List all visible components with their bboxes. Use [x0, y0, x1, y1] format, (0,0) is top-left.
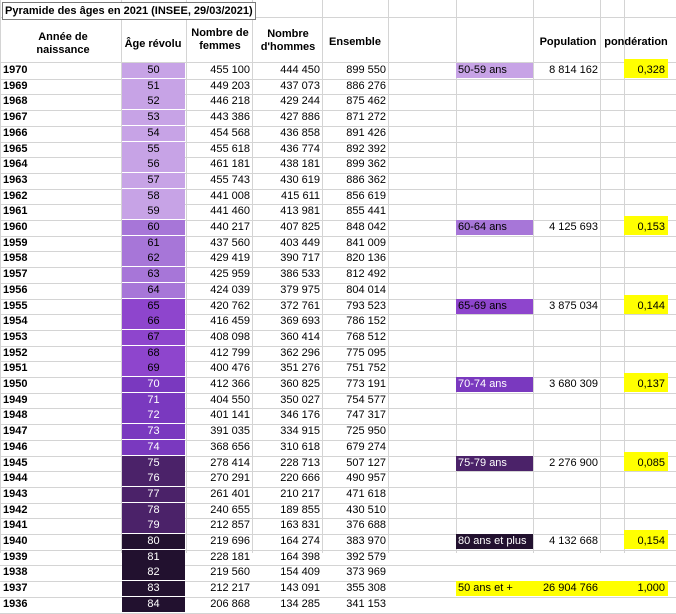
age-cell[interactable]: 65 [122, 299, 185, 314]
hommes-cell[interactable]: 310 618 [280, 441, 320, 453]
hommes-cell[interactable]: 220 666 [280, 472, 320, 484]
table-row [0, 189, 676, 204]
ensemble-cell[interactable]: 355 308 [346, 582, 386, 594]
femmes-cell[interactable]: 425 959 [210, 268, 250, 280]
age-cell[interactable]: 69 [122, 361, 185, 376]
table-row [0, 157, 676, 172]
table-row [0, 346, 676, 361]
hommes-cell[interactable]: 403 449 [280, 237, 320, 249]
ensemble-cell[interactable]: 804 014 [346, 284, 386, 296]
table-row [0, 565, 676, 580]
age-cell[interactable]: 68 [122, 346, 185, 361]
age-group-label[interactable]: 75-79 ans [456, 456, 533, 471]
femmes-cell[interactable]: 443 386 [210, 111, 250, 123]
femmes-cell[interactable]: 416 459 [210, 315, 250, 327]
ensemble-cell[interactable]: 775 095 [346, 347, 386, 359]
ensemble-cell[interactable]: 848 042 [346, 221, 386, 233]
age-cell[interactable]: 64 [122, 283, 185, 298]
year-cell[interactable]: 1946 [3, 441, 28, 453]
year-cell[interactable]: 1960 [3, 221, 28, 233]
ensemble-cell[interactable]: 768 512 [346, 331, 386, 343]
hommes-cell[interactable]: 369 693 [280, 315, 320, 327]
ensemble-cell[interactable]: 392 579 [346, 551, 386, 563]
hommes-cell[interactable]: 436 858 [280, 127, 320, 139]
table-row [0, 550, 676, 565]
ensemble-cell[interactable]: 341 153 [346, 598, 386, 610]
hommes-cell[interactable]: 379 975 [280, 284, 320, 296]
ponderation-cell[interactable]: 0,144 [624, 295, 668, 314]
year-cell[interactable]: 1965 [3, 143, 28, 155]
femmes-cell[interactable]: 429 419 [210, 252, 250, 264]
hommes-cell[interactable]: 143 091 [280, 582, 320, 594]
year-cell[interactable]: 1937 [3, 582, 28, 594]
population-cell[interactable]: 8 814 162 [549, 64, 598, 76]
year-cell[interactable]: 1949 [3, 394, 28, 406]
year-cell[interactable]: 1964 [3, 158, 28, 170]
header-nombre-hommes[interactable]: Nombre d'hommes [260, 28, 316, 53]
table-row [0, 440, 676, 455]
year-cell[interactable]: 1954 [3, 315, 28, 327]
year-cell[interactable]: 1948 [3, 409, 28, 421]
age-cell[interactable]: 72 [122, 408, 185, 423]
age-cell[interactable]: 54 [122, 126, 185, 141]
year-cell[interactable]: 1956 [3, 284, 28, 296]
femmes-cell[interactable]: 401 141 [210, 409, 250, 421]
hommes-cell[interactable]: 415 611 [281, 190, 320, 202]
table-row [0, 471, 676, 486]
age-group-label[interactable]: 50 ans et + [456, 581, 533, 596]
femmes-cell[interactable]: 412 799 [210, 347, 250, 359]
table-row [0, 314, 676, 329]
hommes-cell[interactable]: 360 414 [280, 331, 320, 343]
age-cell[interactable]: 80 [122, 534, 185, 549]
femmes-cell[interactable]: 391 035 [210, 425, 250, 437]
hommes-cell[interactable]: 436 774 [280, 143, 320, 155]
hommes-cell[interactable]: 350 027 [280, 394, 320, 406]
year-cell[interactable]: 1952 [3, 347, 28, 359]
year-cell[interactable]: 1936 [3, 598, 28, 610]
hommes-cell[interactable]: 372 761 [280, 300, 320, 312]
hommes-cell[interactable]: 189 855 [280, 504, 320, 516]
population-cell[interactable]: 4 132 668 [549, 535, 598, 547]
age-cell[interactable]: 82 [122, 565, 185, 580]
table-row [0, 267, 676, 282]
ensemble-cell[interactable]: 430 510 [346, 504, 386, 516]
table-row [0, 393, 676, 408]
hommes-cell[interactable]: 444 450 [280, 64, 320, 76]
age-cell[interactable]: 63 [122, 267, 185, 282]
ensemble-cell[interactable]: 886 276 [346, 80, 386, 92]
year-cell[interactable]: 1959 [3, 237, 28, 249]
ponderation-cell[interactable]: 0,328 [624, 59, 668, 78]
ponderation-cell[interactable]: 0,154 [624, 530, 668, 549]
table-row [0, 503, 676, 518]
table-row [0, 204, 676, 219]
hommes-cell[interactable]: 210 217 [280, 488, 320, 500]
hommes-cell[interactable]: 437 073 [280, 80, 320, 92]
femmes-cell[interactable]: 278 414 [210, 457, 250, 469]
population-cell[interactable]: 26 904 766 [533, 581, 600, 596]
table-row [0, 518, 676, 533]
age-cell[interactable]: 70 [122, 377, 185, 392]
ensemble-cell[interactable]: 886 362 [346, 174, 386, 186]
age-cell[interactable]: 58 [122, 189, 185, 204]
header-population[interactable]: Population [539, 35, 597, 48]
year-cell[interactable]: 1941 [3, 519, 28, 531]
age-cell[interactable]: 77 [122, 487, 185, 502]
year-cell[interactable]: 1938 [3, 566, 28, 578]
hommes-cell[interactable]: 386 533 [280, 268, 320, 280]
ensemble-cell[interactable]: 773 191 [346, 378, 386, 390]
age-group-label[interactable]: 70-74 ans [456, 377, 533, 392]
age-cell[interactable]: 84 [122, 597, 185, 612]
hommes-cell[interactable]: 164 274 [280, 535, 320, 547]
year-cell[interactable]: 1944 [3, 472, 28, 484]
age-cell[interactable]: 53 [122, 110, 185, 125]
hommes-cell[interactable]: 430 619 [280, 174, 320, 186]
year-cell[interactable]: 1951 [3, 362, 28, 374]
ensemble-cell[interactable]: 679 274 [346, 441, 386, 453]
year-cell[interactable]: 1961 [3, 205, 28, 217]
hommes-cell[interactable]: 163 831 [280, 519, 320, 531]
year-cell[interactable]: 1953 [3, 331, 28, 343]
femmes-cell[interactable]: 212 217 [210, 582, 250, 594]
femmes-cell[interactable]: 400 476 [210, 362, 250, 374]
table-row [0, 361, 676, 376]
ensemble-cell[interactable]: 471 618 [346, 488, 386, 500]
age-cell[interactable]: 67 [122, 330, 185, 345]
table-row [0, 110, 676, 125]
hommes-cell[interactable]: 334 915 [280, 425, 320, 437]
age-cell[interactable]: 74 [122, 440, 185, 455]
table-row [0, 330, 676, 345]
table-row [0, 94, 676, 109]
year-cell[interactable]: 1950 [3, 378, 28, 390]
table-row [0, 597, 676, 612]
table-row [0, 251, 676, 266]
table-row [0, 173, 676, 188]
ensemble-cell[interactable]: 820 136 [346, 252, 386, 264]
ensemble-cell[interactable]: 899 550 [346, 64, 386, 76]
ensemble-cell[interactable]: 376 688 [346, 519, 386, 531]
ensemble-cell[interactable]: 875 462 [346, 95, 386, 107]
age-cell[interactable]: 83 [122, 581, 185, 596]
hommes-cell[interactable]: 134 285 [280, 598, 320, 610]
year-cell[interactable]: 1947 [3, 425, 28, 437]
ponderation-cell[interactable]: 0,153 [624, 216, 668, 235]
table-row [0, 236, 676, 251]
year-cell[interactable]: 1942 [3, 504, 28, 516]
population-cell[interactable]: 2 276 900 [549, 457, 598, 469]
age-cell[interactable]: 78 [122, 503, 185, 518]
year-cell[interactable]: 1967 [3, 111, 28, 123]
age-cell[interactable]: 52 [122, 94, 185, 109]
femmes-cell[interactable]: 270 291 [210, 472, 250, 484]
ensemble-cell[interactable]: 383 970 [346, 535, 386, 547]
year-cell[interactable]: 1943 [3, 488, 28, 500]
ensemble-cell[interactable]: 891 426 [346, 127, 386, 139]
femmes-cell[interactable]: 212 857 [210, 519, 250, 531]
table-row [0, 408, 676, 423]
population-cell[interactable]: 4 125 693 [549, 221, 598, 233]
ensemble-cell[interactable]: 812 492 [346, 268, 386, 280]
femmes-cell[interactable]: 404 550 [210, 394, 250, 406]
femmes-cell[interactable]: 441 008 [210, 190, 250, 202]
hommes-cell[interactable]: 164 398 [280, 551, 320, 563]
ensemble-cell[interactable]: 751 752 [346, 362, 386, 374]
ponderation-cell[interactable]: 0,137 [624, 373, 668, 392]
hommes-cell[interactable]: 346 176 [280, 409, 320, 421]
age-cell[interactable]: 66 [122, 314, 185, 329]
age-group-label[interactable]: 60-64 ans [456, 220, 533, 235]
age-cell[interactable]: 56 [122, 157, 185, 172]
age-cell[interactable]: 79 [122, 518, 185, 533]
age-cell[interactable]: 73 [122, 424, 185, 439]
table-row [0, 142, 676, 157]
hommes-cell[interactable]: 362 296 [280, 347, 320, 359]
table-row [0, 487, 676, 502]
femmes-cell[interactable]: 441 460 [210, 205, 250, 217]
header-annee-naissance[interactable]: Année de naissance [36, 31, 90, 56]
year-cell[interactable]: 1957 [3, 268, 28, 280]
age-group-label[interactable]: 80 ans et plus [456, 534, 533, 549]
hommes-cell[interactable]: 438 181 [280, 158, 320, 170]
age-cell[interactable]: 61 [122, 236, 185, 251]
year-cell[interactable]: 1970 [3, 64, 28, 76]
ensemble-cell[interactable]: 841 009 [346, 237, 386, 249]
femmes-cell[interactable]: 420 762 [210, 300, 250, 312]
ensemble-cell[interactable]: 786 152 [346, 315, 386, 327]
age-cell[interactable]: 71 [122, 393, 185, 408]
ponderation-cell[interactable]: 1,000 [624, 581, 668, 596]
year-cell[interactable]: 1968 [3, 95, 28, 107]
ensemble-cell[interactable]: 899 362 [346, 158, 386, 170]
hommes-cell[interactable]: 351 276 [280, 362, 320, 374]
femmes-cell[interactable]: 206 868 [210, 598, 250, 610]
age-cell[interactable]: 60 [122, 220, 185, 235]
year-cell[interactable]: 1963 [3, 174, 28, 186]
hommes-cell[interactable]: 429 244 [280, 95, 320, 107]
femmes-cell[interactable]: 461 181 [210, 158, 250, 170]
femmes-cell[interactable]: 219 560 [210, 566, 250, 578]
header-ponderation[interactable]: pondération [604, 35, 668, 48]
ensemble-cell[interactable]: 373 969 [346, 566, 386, 578]
header-age-revolu[interactable]: Âge révolu [124, 37, 182, 50]
femmes-cell[interactable]: 261 401 [210, 488, 250, 500]
age-cell[interactable]: 75 [122, 456, 185, 471]
header-ensemble[interactable]: Ensemble [329, 35, 381, 48]
femmes-cell[interactable]: 219 696 [210, 535, 250, 547]
age-cell[interactable]: 50 [122, 63, 185, 78]
year-cell[interactable]: 1939 [3, 551, 28, 563]
femmes-cell[interactable]: 455 743 [210, 174, 250, 186]
ensemble-cell[interactable]: 793 523 [346, 300, 386, 312]
highlight-fill [600, 581, 624, 596]
sheet-title[interactable]: Pyramide des âges en 2021 (INSEE, 29/03/2021) [2, 2, 256, 20]
ensemble-cell[interactable]: 490 957 [346, 472, 386, 484]
femmes-cell[interactable]: 454 568 [210, 127, 250, 139]
hommes-cell[interactable]: 407 825 [280, 221, 320, 233]
population-cell[interactable]: 3 680 309 [549, 378, 598, 390]
femmes-cell[interactable]: 446 218 [210, 95, 250, 107]
year-cell[interactable]: 1966 [3, 127, 28, 139]
femmes-cell[interactable]: 437 560 [210, 237, 250, 249]
femmes-cell[interactable]: 449 203 [210, 80, 250, 92]
hommes-cell[interactable]: 413 981 [280, 205, 320, 217]
ensemble-cell[interactable]: 892 392 [346, 143, 386, 155]
femmes-cell[interactable]: 412 366 [210, 378, 250, 390]
year-cell[interactable]: 1945 [3, 457, 28, 469]
ensemble-cell[interactable]: 507 127 [346, 457, 386, 469]
year-cell[interactable]: 1962 [3, 190, 28, 202]
age-cell[interactable]: 59 [122, 204, 185, 219]
femmes-cell[interactable]: 228 181 [210, 551, 250, 563]
year-cell[interactable]: 1958 [3, 252, 28, 264]
ponderation-cell[interactable]: 0,085 [624, 452, 668, 471]
ensemble-cell[interactable]: 747 317 [346, 409, 386, 421]
age-group-label[interactable]: 65-69 ans [456, 299, 533, 314]
age-cell[interactable]: 76 [122, 471, 185, 486]
femmes-cell[interactable]: 455 618 [210, 143, 250, 155]
femmes-cell[interactable]: 408 098 [210, 331, 250, 343]
age-cell[interactable]: 55 [122, 142, 185, 157]
age-cell[interactable]: 57 [122, 173, 185, 188]
ensemble-cell[interactable]: 754 577 [346, 394, 386, 406]
year-cell[interactable]: 1955 [3, 300, 28, 312]
table-row [0, 424, 676, 439]
femmes-cell[interactable]: 455 100 [210, 64, 250, 76]
ensemble-cell[interactable]: 856 619 [346, 190, 386, 202]
ensemble-cell[interactable]: 871 272 [346, 111, 386, 123]
hommes-cell[interactable]: 228 713 [280, 457, 320, 469]
table-row [0, 126, 676, 141]
hommes-cell[interactable]: 154 409 [280, 566, 320, 578]
ensemble-cell[interactable]: 855 441 [346, 205, 386, 217]
hommes-cell[interactable]: 427 886 [280, 111, 320, 123]
year-cell[interactable]: 1969 [3, 80, 28, 92]
hommes-cell[interactable]: 360 825 [280, 378, 320, 390]
age-cell[interactable]: 81 [122, 550, 185, 565]
age-cell[interactable]: 51 [122, 79, 185, 94]
hommes-cell[interactable]: 390 717 [280, 252, 320, 264]
table-row [0, 283, 676, 298]
age-cell[interactable]: 62 [122, 251, 185, 266]
header-nombre-femmes[interactable]: Nombre de femmes [191, 27, 249, 52]
age-group-label[interactable]: 50-59 ans [456, 63, 533, 78]
ensemble-cell[interactable]: 725 950 [346, 425, 386, 437]
table-row [0, 79, 676, 94]
femmes-cell[interactable]: 240 655 [210, 504, 250, 516]
femmes-cell[interactable]: 424 039 [210, 284, 250, 296]
femmes-cell[interactable]: 368 656 [210, 441, 250, 453]
population-cell[interactable]: 3 875 034 [549, 300, 598, 312]
year-cell[interactable]: 1940 [3, 535, 28, 547]
femmes-cell[interactable]: 440 217 [210, 221, 250, 233]
